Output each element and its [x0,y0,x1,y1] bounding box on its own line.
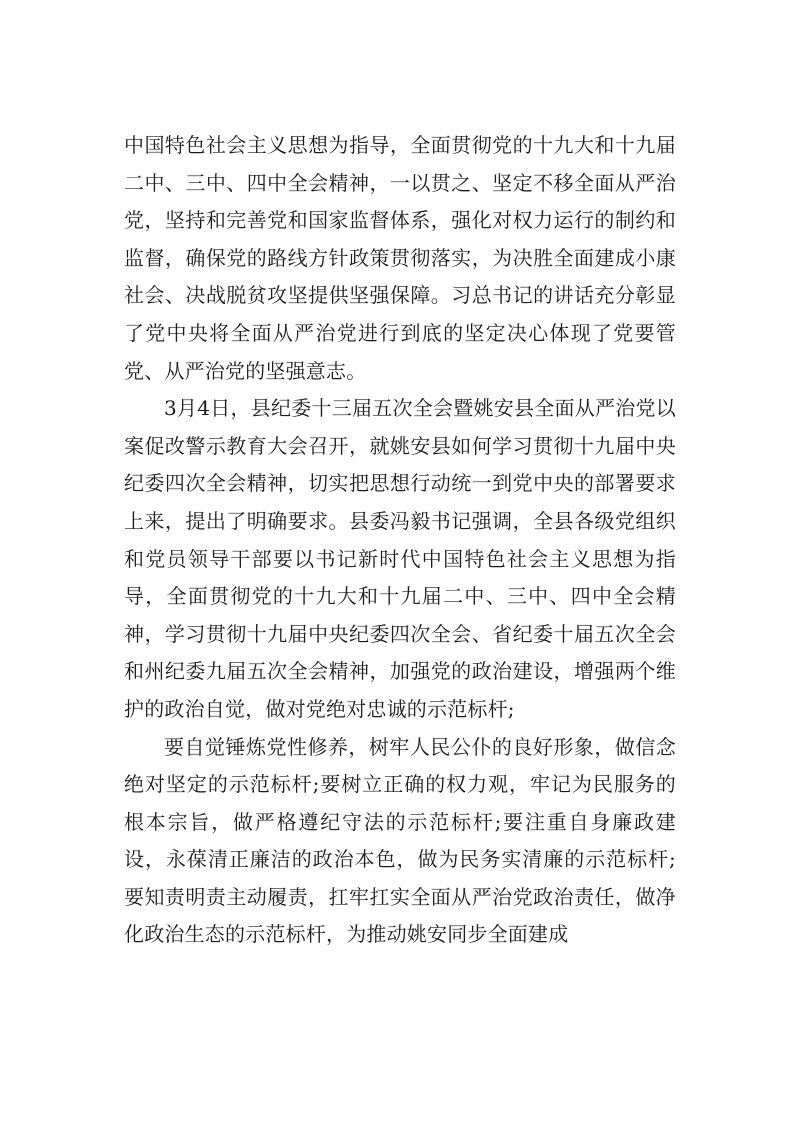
paragraph-1: 中国特色社会主义思想为指导，全面贯彻党的十九大和十九届二中、三中、四中全会精神，一以贯之、坚定不移全面从严治党，坚持和完善党和国家监督体系，强化对权力运行的制约和监督，确保党的路线方针政策贯彻落实，为决胜全面建成小康社会、决战脱贫攻坚提供坚强保障。习总书记的讲话充分彰显了党中央将全面从严治党进行到底的坚定决心体现了党要管党、从严治党的坚强意志。 [124,133,676,383]
paragraph-3: 要自觉锤炼党性修养，树牢人民公仆的良好形象，做信念绝对坚定的示范标杆;要树立正确的权力观，牢记为民服务的根本宗旨，做严格遵纪守法的示范标杆;要注重自身廉政建设，永葆清正廉洁的政治本色，做为民务实清廉的示范标杆;要知责明责主动履责，扛牢扛实全面从严治党政治责任，做净化政治生态的示范标杆，为推动姚安同步全面建成 [124,734,676,947]
document-body [124,127,676,954]
paragraph-2: 3月4日，县纪委十三届五次全会暨姚安县全面从严治党以案促改警示教育大会召开，就姚安县如何学习贯彻十九届中央纪委四次全会精神，切实把思想行动统一到党中央的部署要求上来，提出了明确要求。县委冯毅书记强调，全县各级党组织和党员领导干部要以书记新时代中国特色社会主义思想为指导，全面贯彻党的十九大和十九届二中、三中、四中全会精神，学习贯彻十九届中央纪委四次全会、省纪委十届五次全会和州纪委九届五次全会精神，加强党的政治建设，增强两个维护的政治自觉，做对党绝对忠诚的示范标杆; [124,396,676,721]
